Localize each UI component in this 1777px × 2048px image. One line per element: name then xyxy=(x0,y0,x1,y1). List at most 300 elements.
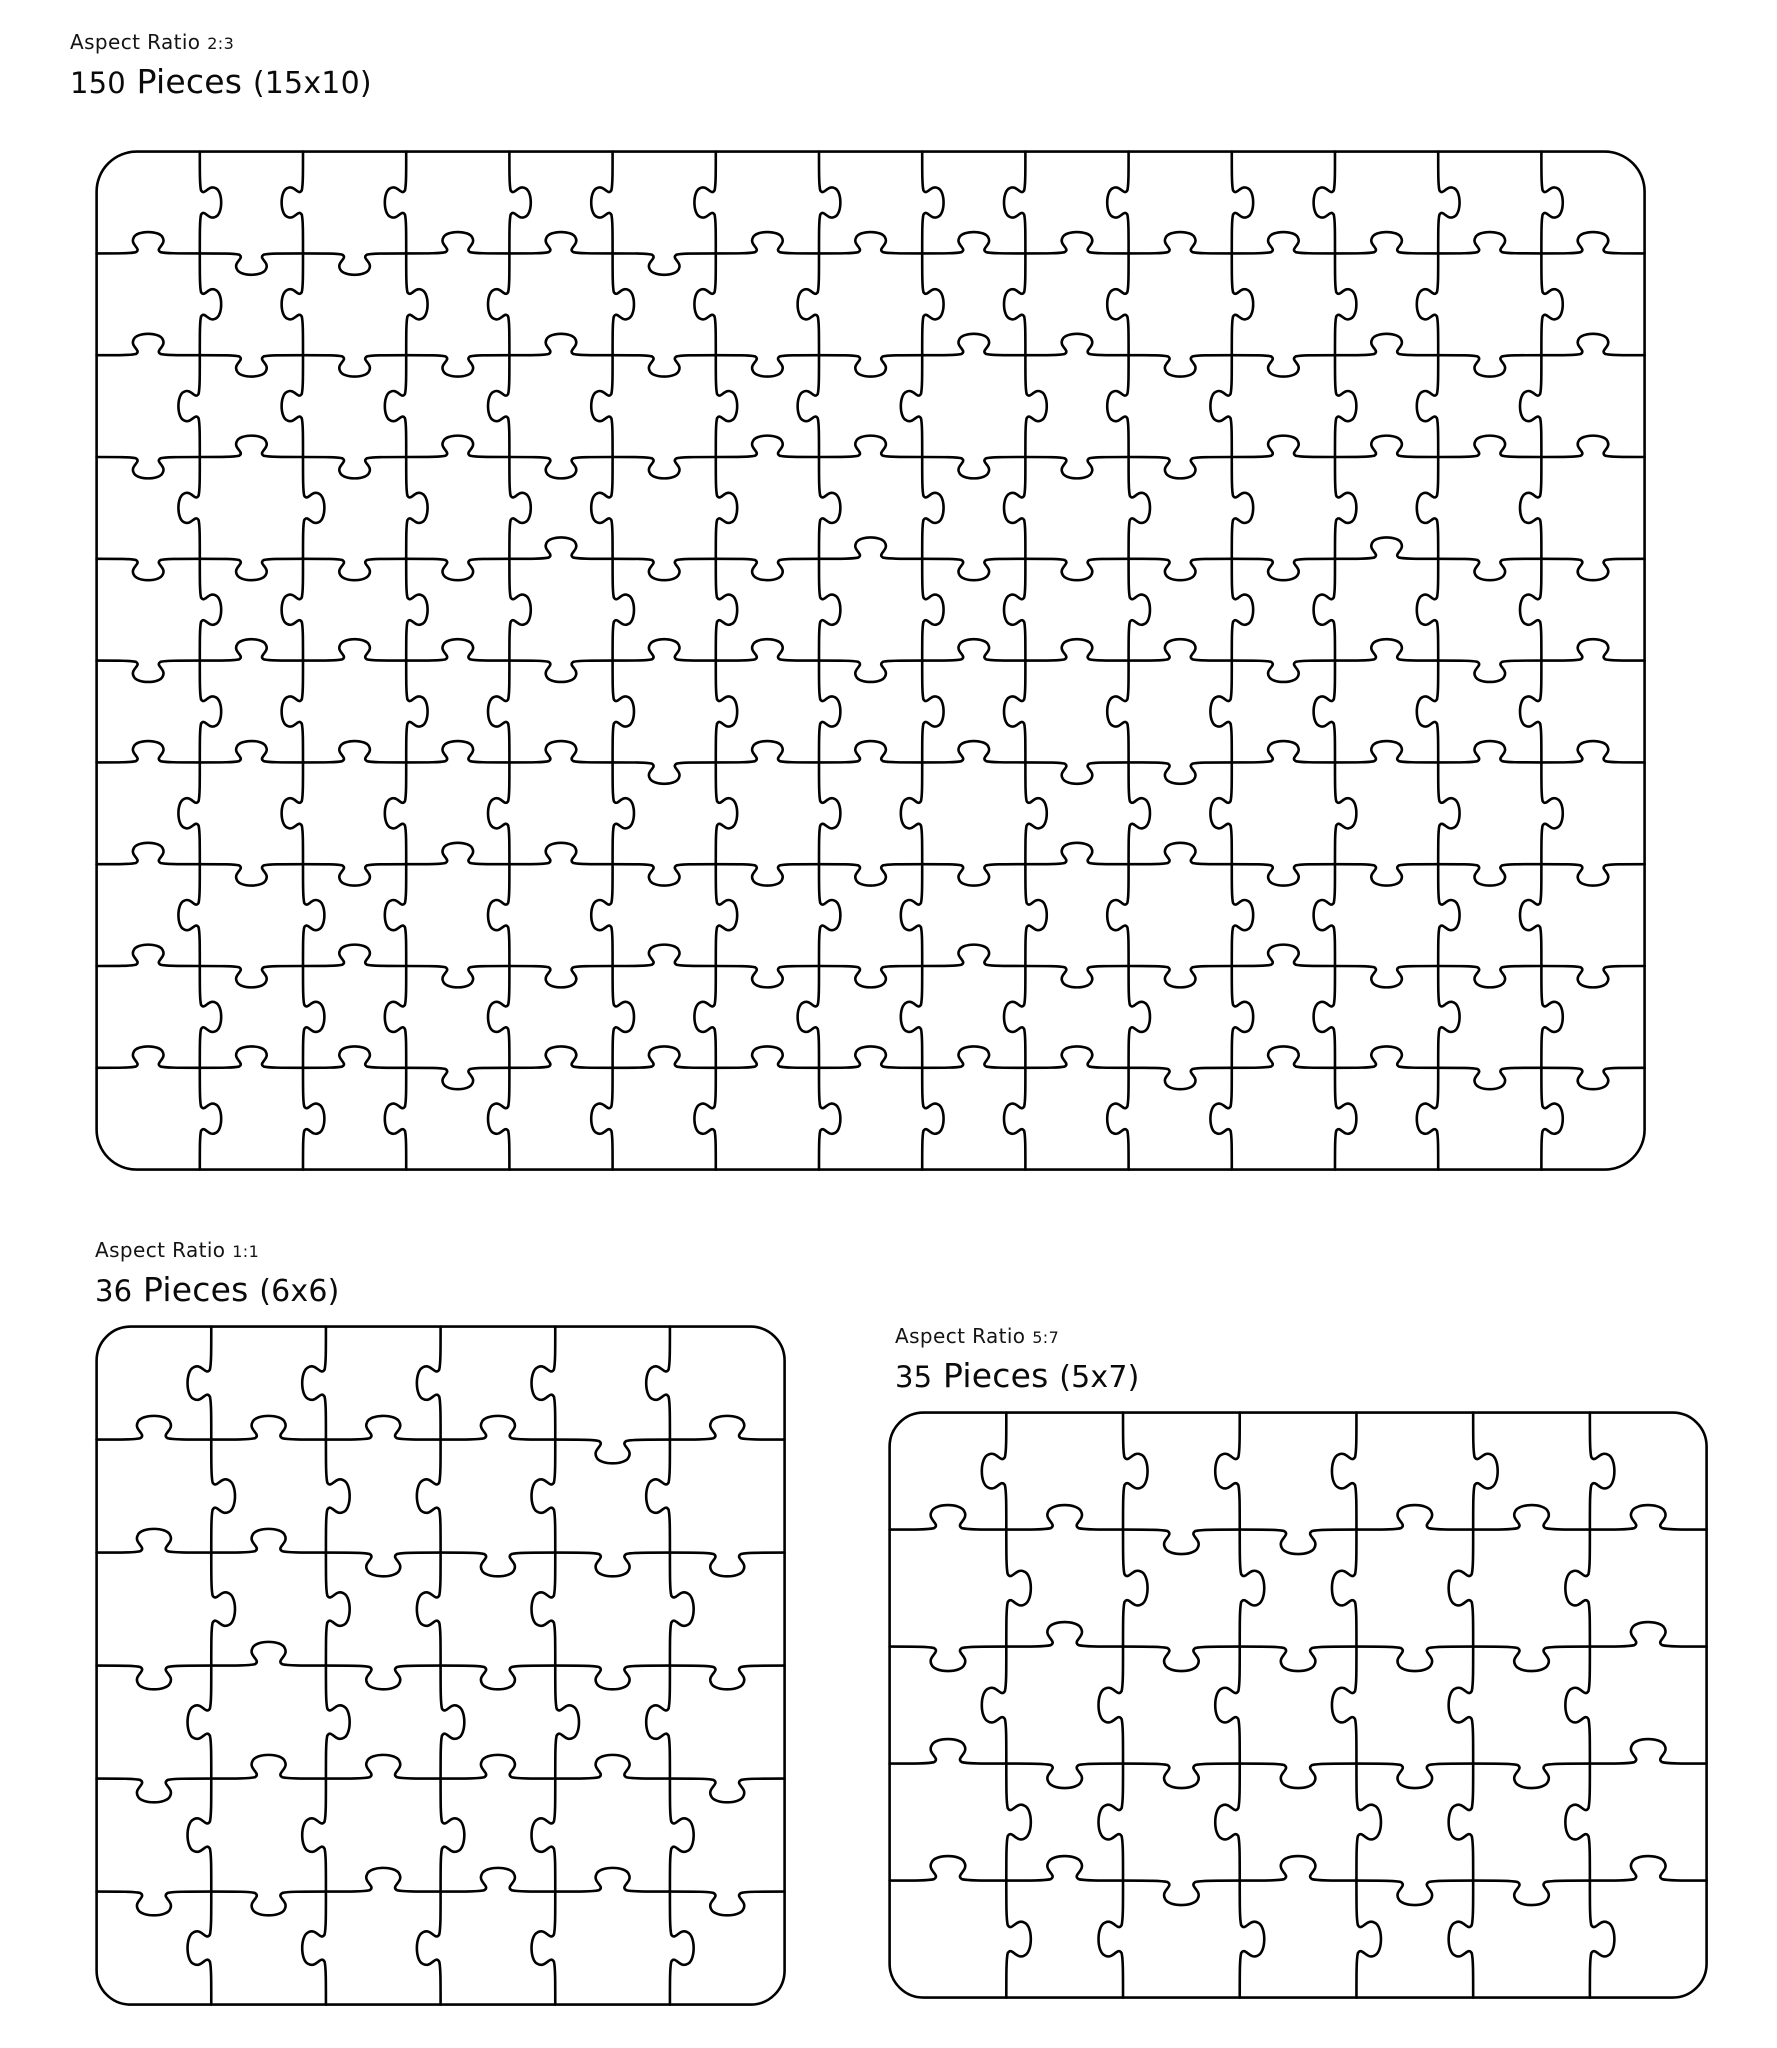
puzzle-edge-vertical xyxy=(1449,1764,1474,1881)
aspect-ratio-prefix: Aspect Ratio xyxy=(895,1324,1026,1348)
puzzle-edge-horizontal xyxy=(1129,1068,1232,1089)
puzzle-edge-horizontal xyxy=(613,1047,716,1068)
puzzle-edge-vertical xyxy=(417,1892,441,2005)
puzzle-edge-vertical xyxy=(670,1553,694,1666)
puzzle-edge-horizontal xyxy=(1439,661,1542,682)
puzzle-edge-horizontal xyxy=(407,232,510,253)
puzzle-edge-horizontal xyxy=(1026,232,1129,253)
puzzle-edge-horizontal xyxy=(556,1666,671,1690)
puzzle-edge-vertical xyxy=(200,1068,221,1170)
puzzle-edge-horizontal xyxy=(97,334,200,355)
puzzle-edge-horizontal xyxy=(716,356,819,377)
puzzle-edge-vertical xyxy=(1211,661,1232,763)
puzzle-board-36 xyxy=(94,1324,787,2007)
puzzle-edge-vertical xyxy=(1240,1881,1265,1998)
puzzle-edge-vertical xyxy=(1417,254,1438,356)
puzzle-cut-lines xyxy=(97,152,1645,1170)
puzzle-edge-vertical xyxy=(592,356,613,458)
puzzle-edge-horizontal xyxy=(212,1529,327,1553)
puzzle-edge-horizontal xyxy=(1335,1047,1438,1068)
puzzle-edge-vertical xyxy=(901,865,922,967)
puzzle-edge-horizontal xyxy=(303,254,406,275)
puzzle-edge-vertical xyxy=(1123,1530,1148,1647)
puzzle-edge-vertical xyxy=(695,1068,716,1170)
aspect-ratio-line-36 xyxy=(95,1240,340,1260)
puzzle-edge-horizontal xyxy=(200,254,303,275)
puzzle-edge-horizontal xyxy=(819,356,922,377)
puzzle-edge-vertical xyxy=(1335,1068,1356,1170)
piece-count: 150 xyxy=(70,66,126,100)
puzzle-edge-vertical xyxy=(819,763,840,865)
puzzle-edge-vertical xyxy=(923,152,944,254)
puzzle-edge-horizontal xyxy=(1129,232,1232,253)
puzzle-edge-vertical xyxy=(1314,661,1335,763)
puzzle-edge-horizontal xyxy=(407,640,510,661)
puzzle-edge-horizontal xyxy=(200,640,303,661)
puzzle-edge-horizontal xyxy=(212,1642,327,1666)
puzzle-edge-horizontal xyxy=(200,966,303,987)
puzzle-edge-vertical xyxy=(1439,152,1460,254)
puzzle-edge-horizontal xyxy=(212,1416,327,1440)
puzzle-edge-horizontal xyxy=(716,966,819,987)
puzzle-edge-horizontal xyxy=(1240,1856,1357,1881)
puzzle-edge-horizontal xyxy=(890,1856,1007,1881)
puzzle-edge-vertical xyxy=(510,457,531,559)
puzzle-edge-horizontal xyxy=(510,1047,613,1068)
puzzle-edge-horizontal xyxy=(923,741,1026,762)
puzzle-edge-horizontal xyxy=(303,640,406,661)
puzzle-edge-vertical xyxy=(1216,1764,1241,1881)
puzzle-edge-vertical xyxy=(1566,1764,1591,1881)
puzzle-edge-vertical xyxy=(1474,1413,1499,1530)
grid-dimensions: (5x7) xyxy=(1059,1360,1140,1395)
puzzle-edge-vertical xyxy=(1520,356,1541,458)
puzzle-edge-horizontal xyxy=(670,1416,785,1440)
puzzle-edge-vertical xyxy=(1108,865,1129,967)
puzzle-edge-vertical xyxy=(613,763,634,865)
puzzle-edge-horizontal xyxy=(716,640,819,661)
puzzle-edge-vertical xyxy=(901,966,922,1068)
puzzle-edge-horizontal xyxy=(510,334,613,355)
puzzle-edge-vertical xyxy=(1129,457,1150,559)
puzzle-edge-horizontal xyxy=(1026,334,1129,355)
puzzle-edge-horizontal xyxy=(1439,1068,1542,1089)
puzzle-edge-horizontal xyxy=(1129,763,1232,784)
puzzle-edge-vertical xyxy=(510,559,531,661)
puzzle-edge-horizontal xyxy=(1439,966,1542,987)
puzzle-edge-vertical xyxy=(716,457,737,559)
puzzle-edge-vertical xyxy=(1108,356,1129,458)
puzzle-edge-vertical xyxy=(1335,254,1356,356)
puzzle-edge-horizontal xyxy=(716,436,819,457)
puzzle-edge-vertical xyxy=(1439,865,1460,967)
puzzle-edge-vertical xyxy=(282,254,303,356)
puzzle-edge-horizontal xyxy=(1129,843,1232,864)
puzzle-edge-horizontal xyxy=(1129,559,1232,580)
puzzle-edge-horizontal xyxy=(97,843,200,864)
puzzle-edge-horizontal xyxy=(1026,559,1129,580)
puzzle-edge-horizontal xyxy=(1590,1622,1707,1647)
puzzle-edge-horizontal xyxy=(441,1755,556,1779)
puzzle-edge-horizontal xyxy=(510,457,613,478)
puzzle-edge-horizontal xyxy=(1474,1764,1591,1789)
puzzle-edge-horizontal xyxy=(1026,763,1129,784)
puzzle-edge-vertical xyxy=(407,559,428,661)
puzzle-edge-horizontal xyxy=(407,1068,510,1089)
puzzle-edge-vertical xyxy=(303,865,324,967)
puzzle-edge-vertical xyxy=(212,1440,236,1553)
puzzle-edge-vertical xyxy=(407,457,428,559)
puzzle-edge-horizontal xyxy=(441,1416,556,1440)
puzzle-edge-horizontal xyxy=(200,356,303,377)
puzzle-edge-vertical xyxy=(532,1553,556,1666)
puzzle-edge-vertical xyxy=(716,559,737,661)
puzzle-edge-horizontal xyxy=(1240,1530,1357,1555)
puzzle-frame xyxy=(890,1413,1707,1998)
puzzle-edge-vertical xyxy=(1590,1413,1615,1530)
puzzle-edge-horizontal xyxy=(819,538,922,559)
puzzle-edge-vertical xyxy=(695,152,716,254)
puzzle-edge-vertical xyxy=(647,1440,671,1553)
puzzle-edge-vertical xyxy=(1129,559,1150,661)
puzzle-edge-horizontal xyxy=(1542,559,1645,580)
puzzle-edge-vertical xyxy=(188,1327,212,1440)
puzzle-edge-vertical xyxy=(488,661,509,763)
puzzle-edge-vertical xyxy=(385,966,406,1068)
puzzle-edge-vertical xyxy=(385,152,406,254)
puzzle-edge-vertical xyxy=(613,661,634,763)
puzzle-edge-vertical xyxy=(1335,356,1356,458)
puzzle-edge-vertical xyxy=(647,1666,671,1779)
puzzle-edge-horizontal xyxy=(97,1529,212,1553)
puzzle-edge-horizontal xyxy=(510,966,613,987)
puzzle-edge-vertical xyxy=(1417,661,1438,763)
puzzle-edge-horizontal xyxy=(613,254,716,275)
puzzle-edge-vertical xyxy=(1004,966,1025,1068)
puzzle-edge-vertical xyxy=(1314,865,1335,967)
puzzle-edge-vertical xyxy=(282,559,303,661)
puzzle-edge-vertical xyxy=(695,254,716,356)
puzzle-edge-horizontal xyxy=(819,966,922,987)
puzzle-edge-vertical xyxy=(1232,152,1253,254)
puzzle-label-150 xyxy=(70,32,372,99)
puzzle-edge-horizontal xyxy=(1232,559,1335,580)
puzzle-edge-horizontal xyxy=(303,1047,406,1068)
puzzle-edge-vertical xyxy=(901,356,922,458)
puzzle-edge-horizontal xyxy=(326,1755,441,1779)
puzzle-edge-horizontal xyxy=(1026,966,1129,987)
jigsaw-svg xyxy=(887,1410,1709,2000)
puzzle-edge-horizontal xyxy=(1439,232,1542,253)
puzzle-edge-vertical xyxy=(188,1779,212,1892)
puzzle-edge-horizontal xyxy=(670,1553,785,1577)
puzzle-cut-lines xyxy=(97,1327,785,2005)
puzzle-edge-vertical xyxy=(385,763,406,865)
puzzle-edge-vertical xyxy=(1004,457,1025,559)
puzzle-edge-vertical xyxy=(1439,763,1460,865)
puzzle-edge-vertical xyxy=(592,152,613,254)
puzzle-edge-vertical xyxy=(923,1068,944,1170)
puzzle-edge-horizontal xyxy=(1007,1764,1124,1789)
puzzle-edge-horizontal xyxy=(923,865,1026,886)
puzzle-edge-horizontal xyxy=(97,945,200,966)
aspect-ratio-line-150 xyxy=(70,32,372,52)
puzzle-edge-vertical xyxy=(1232,254,1253,356)
puzzle-edge-vertical xyxy=(819,152,840,254)
puzzle-edge-vertical xyxy=(798,254,819,356)
puzzle-edge-vertical xyxy=(179,457,200,559)
puzzle-edge-horizontal xyxy=(819,436,922,457)
puzzle-edge-vertical xyxy=(1520,559,1541,661)
puzzle-edge-horizontal xyxy=(1357,1505,1474,1530)
puzzle-edge-horizontal xyxy=(613,559,716,580)
puzzle-edge-horizontal xyxy=(1439,865,1542,886)
puzzle-edge-horizontal xyxy=(1357,1881,1474,1906)
puzzle-edge-horizontal xyxy=(326,1666,441,1690)
aspect-ratio-value: 5:7 xyxy=(1032,1328,1060,1347)
puzzle-edge-vertical xyxy=(488,865,509,967)
puzzle-edge-vertical xyxy=(1129,966,1150,1068)
puzzle-edge-horizontal xyxy=(556,1440,671,1464)
puzzle-edge-vertical xyxy=(488,254,509,356)
puzzle-edge-vertical xyxy=(1123,1413,1148,1530)
puzzle-edge-horizontal xyxy=(303,865,406,886)
puzzle-edge-vertical xyxy=(819,865,840,967)
puzzle-edge-vertical xyxy=(819,661,840,763)
puzzle-edge-vertical xyxy=(510,152,531,254)
puzzle-edge-vertical xyxy=(613,559,634,661)
aspect-ratio-value: 2:3 xyxy=(207,34,235,53)
puzzle-edge-horizontal xyxy=(441,1553,556,1577)
puzzle-edge-horizontal xyxy=(1232,865,1335,886)
puzzle-edge-vertical xyxy=(1099,1647,1124,1764)
puzzle-edge-vertical xyxy=(716,865,737,967)
puzzle-edge-horizontal xyxy=(716,232,819,253)
puzzle-edge-horizontal xyxy=(303,945,406,966)
puzzle-edge-vertical xyxy=(798,356,819,458)
puzzle-edge-vertical xyxy=(670,1892,694,2005)
puzzle-edge-horizontal xyxy=(819,1047,922,1068)
puzzle-edge-vertical xyxy=(1216,1647,1241,1764)
puzzle-edge-horizontal xyxy=(1026,843,1129,864)
puzzle-edge-horizontal xyxy=(441,1868,556,1892)
puzzle-edge-horizontal xyxy=(1590,1739,1707,1764)
puzzle-edge-horizontal xyxy=(1439,436,1542,457)
puzzle-edge-horizontal xyxy=(1542,640,1645,661)
puzzle-edge-horizontal xyxy=(1240,1647,1357,1672)
puzzle-edge-horizontal xyxy=(1232,232,1335,253)
puzzle-edge-vertical xyxy=(385,1068,406,1170)
puzzle-edge-horizontal xyxy=(819,741,922,762)
puzzle-edge-vertical xyxy=(1108,152,1129,254)
puzzle-edge-horizontal xyxy=(97,661,200,682)
puzzle-edge-vertical xyxy=(1007,1881,1032,1998)
puzzle-edge-horizontal xyxy=(819,661,922,682)
grid-dimensions: (6x6) xyxy=(259,1274,340,1309)
puzzle-edge-horizontal xyxy=(1007,1622,1124,1647)
puzzle-edge-vertical xyxy=(1357,1881,1382,1998)
puzzle-edge-horizontal xyxy=(1474,1881,1591,1906)
puzzle-edge-horizontal xyxy=(716,865,819,886)
puzzle-edge-horizontal xyxy=(1542,334,1645,355)
puzzle-edge-horizontal xyxy=(1026,1047,1129,1068)
puzzle-edge-horizontal xyxy=(97,1416,212,1440)
puzzle-label-35 xyxy=(895,1326,1140,1393)
puzzle-edge-vertical xyxy=(1004,254,1025,356)
puzzle-edge-horizontal xyxy=(1007,1505,1124,1530)
puzzle-edge-vertical xyxy=(1108,661,1129,763)
puzzle-edge-horizontal xyxy=(923,232,1026,253)
puzzle-board-150 xyxy=(94,149,1647,1172)
puzzle-edge-horizontal xyxy=(97,1047,200,1068)
puzzle-edge-vertical xyxy=(1520,457,1541,559)
puzzle-edge-vertical xyxy=(1211,763,1232,865)
puzzle-edge-vertical xyxy=(1590,1881,1615,1998)
puzzle-edge-vertical xyxy=(923,457,944,559)
puzzle-edge-vertical xyxy=(1026,763,1047,865)
puzzle-edge-vertical xyxy=(716,356,737,458)
puzzle-edge-horizontal xyxy=(97,1666,212,1690)
puzzle-edge-vertical xyxy=(923,559,944,661)
puzzle-edge-vertical xyxy=(1004,152,1025,254)
puzzle-edge-horizontal xyxy=(923,334,1026,355)
puzzle-edge-horizontal xyxy=(1439,356,1542,377)
puzzle-edge-vertical xyxy=(1129,763,1150,865)
puzzle-edge-vertical xyxy=(532,1440,556,1553)
puzzle-edge-vertical xyxy=(179,763,200,865)
puzzle-edge-vertical xyxy=(200,152,221,254)
puzzle-edge-vertical xyxy=(179,865,200,967)
puzzle-edge-horizontal xyxy=(1357,1647,1474,1672)
puzzle-edge-horizontal xyxy=(819,232,922,253)
puzzle-edge-vertical xyxy=(1216,1413,1241,1530)
puzzle-edge-horizontal xyxy=(1439,741,1542,762)
puzzle-edge-vertical xyxy=(1232,865,1253,967)
puzzle-edge-vertical xyxy=(613,254,634,356)
puzzle-edge-horizontal xyxy=(890,1647,1007,1672)
puzzle-edge-vertical xyxy=(1232,457,1253,559)
puzzle-edge-vertical xyxy=(303,1068,324,1170)
puzzle-edge-vertical xyxy=(613,966,634,1068)
puzzle-edge-horizontal xyxy=(1129,356,1232,377)
puzzle-edge-horizontal xyxy=(613,356,716,377)
puzzle-label-36 xyxy=(95,1240,340,1307)
puzzle-edge-vertical xyxy=(1026,865,1047,967)
pieces-line-36 xyxy=(95,1270,340,1309)
puzzle-edge-vertical xyxy=(592,865,613,967)
puzzle-edge-vertical xyxy=(716,763,737,865)
puzzle-edge-horizontal xyxy=(1542,741,1645,762)
puzzle-edge-horizontal xyxy=(1335,741,1438,762)
puzzle-edge-horizontal xyxy=(923,1047,1026,1068)
puzzle-cut-lines xyxy=(890,1413,1707,1998)
puzzle-edge-horizontal xyxy=(556,1868,671,1892)
puzzle-edge-horizontal xyxy=(1335,640,1438,661)
puzzle-edge-vertical xyxy=(1211,356,1232,458)
puzzle-edge-vertical xyxy=(1007,1530,1032,1647)
pieces-word: Pieces xyxy=(136,62,243,101)
puzzle-edge-horizontal xyxy=(510,538,613,559)
pieces-line-35 xyxy=(895,1356,1140,1395)
puzzle-edge-horizontal xyxy=(303,356,406,377)
puzzle-edge-horizontal xyxy=(1123,1647,1240,1672)
puzzle-edge-horizontal xyxy=(97,1779,212,1803)
aspect-ratio-value: 1:1 xyxy=(232,1242,260,1261)
puzzle-edge-horizontal xyxy=(1335,966,1438,987)
puzzle-edge-horizontal xyxy=(556,1553,671,1577)
puzzle-edge-vertical xyxy=(1449,1530,1474,1647)
puzzle-edge-horizontal xyxy=(407,436,510,457)
puzzle-edge-horizontal xyxy=(212,1755,327,1779)
puzzle-edge-vertical xyxy=(1542,763,1563,865)
jigsaw-svg xyxy=(94,1324,787,2007)
puzzle-edge-horizontal xyxy=(303,457,406,478)
puzzle-edge-horizontal xyxy=(1026,640,1129,661)
puzzle-edge-horizontal xyxy=(716,741,819,762)
puzzle-edge-vertical xyxy=(1007,1764,1032,1881)
pieces-line-150 xyxy=(70,62,372,101)
puzzle-edge-vertical xyxy=(407,661,428,763)
puzzle-edge-vertical xyxy=(1417,457,1438,559)
puzzle-edge-horizontal xyxy=(1240,1764,1357,1789)
puzzle-edge-vertical xyxy=(417,1440,441,1553)
puzzle-edge-vertical xyxy=(1335,763,1356,865)
puzzle-edge-horizontal xyxy=(1542,966,1645,987)
puzzle-edge-vertical xyxy=(1449,1647,1474,1764)
puzzle-edge-vertical xyxy=(1004,1068,1025,1170)
puzzle-edge-vertical xyxy=(303,457,324,559)
puzzle-edge-vertical xyxy=(385,865,406,967)
puzzle-edge-vertical xyxy=(1232,966,1253,1068)
pieces-word: Pieces xyxy=(943,1356,1049,1395)
puzzle-edge-horizontal xyxy=(1232,741,1335,762)
puzzle-edge-vertical xyxy=(188,1666,212,1779)
puzzle-edge-vertical xyxy=(695,966,716,1068)
puzzle-edge-vertical xyxy=(1314,966,1335,1068)
jigsaw-svg xyxy=(94,149,1647,1172)
puzzle-edge-horizontal xyxy=(1123,1881,1240,1906)
puzzle-edge-vertical xyxy=(1332,1530,1357,1647)
puzzle-edge-horizontal xyxy=(97,559,200,580)
puzzle-edge-vertical xyxy=(303,1779,327,1892)
puzzle-edge-vertical xyxy=(1566,1530,1591,1647)
piece-count: 36 xyxy=(95,1274,133,1308)
puzzle-edge-vertical xyxy=(1417,1068,1438,1170)
puzzle-edge-vertical xyxy=(1542,152,1563,254)
puzzle-edge-horizontal xyxy=(303,741,406,762)
puzzle-edge-horizontal xyxy=(1026,457,1129,478)
puzzle-edge-horizontal xyxy=(510,661,613,682)
puzzle-edge-horizontal xyxy=(200,865,303,886)
puzzle-edge-horizontal xyxy=(407,741,510,762)
puzzle-edge-vertical xyxy=(1566,1647,1591,1764)
puzzle-edge-vertical xyxy=(1449,1881,1474,1998)
puzzle-edge-horizontal xyxy=(1335,538,1438,559)
puzzle-edge-horizontal xyxy=(1007,1856,1124,1881)
piece-count: 35 xyxy=(895,1360,933,1394)
puzzle-edge-vertical xyxy=(1099,1764,1124,1881)
puzzle-edge-horizontal xyxy=(716,1047,819,1068)
puzzle-edge-horizontal xyxy=(670,1666,785,1690)
puzzle-edge-horizontal xyxy=(923,945,1026,966)
puzzle-edge-vertical xyxy=(441,1779,465,1892)
puzzle-edge-vertical xyxy=(982,1413,1007,1530)
puzzle-edge-vertical xyxy=(1314,559,1335,661)
puzzle-edge-vertical xyxy=(441,1666,465,1779)
puzzle-edge-vertical xyxy=(326,1666,350,1779)
puzzle-edge-vertical xyxy=(407,254,428,356)
puzzle-edge-vertical xyxy=(532,1327,556,1440)
